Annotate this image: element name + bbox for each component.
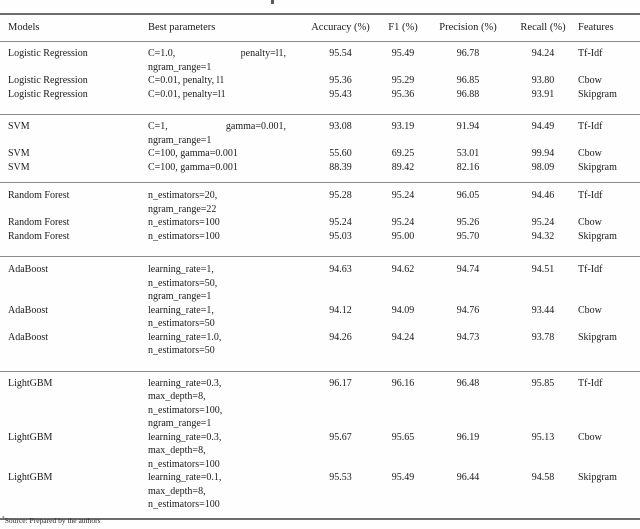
model-name: Logistic Regression [8, 75, 88, 86]
table-row [0, 42, 640, 75]
features-value: Skipgram [578, 331, 617, 343]
recall-value: 98.09 [531, 161, 555, 173]
precision-value: 96.48 [456, 377, 480, 389]
parameter-line: C=100, gamma=0.001 [148, 161, 238, 173]
f1-value: 89.42 [391, 161, 415, 173]
best-parameters [148, 88, 303, 115]
best-parameters [148, 304, 303, 331]
accuracy-value: 96.17 [329, 377, 352, 389]
recall-value: 94.51 [531, 264, 555, 275]
table-row [0, 257, 640, 304]
best-parameters [148, 216, 303, 230]
recall-value: 94.58 [531, 472, 555, 483]
table-row [0, 471, 640, 519]
parameter-line: ngram_range=1 [148, 291, 212, 302]
parameter-segment: penalty=l1, [240, 48, 286, 59]
model-name: AdaBoost [8, 304, 48, 316]
column-header-precision: Precision (%) [428, 14, 508, 42]
accuracy-value: 55.60 [329, 148, 352, 159]
precision-value: 96.05 [456, 190, 480, 201]
features-value: Tf-Idf [578, 121, 603, 132]
model-group [0, 257, 640, 372]
recall-value: 94.32 [531, 230, 555, 242]
accuracy-value: 93.08 [329, 121, 352, 132]
best-parameters [148, 183, 303, 217]
f1-value: 94.62 [391, 264, 415, 275]
accuracy-value: 88.39 [329, 161, 352, 173]
precision-value: 94.73 [456, 331, 480, 343]
parameter-line: n_estimators=100 [148, 230, 220, 242]
best-parameters [148, 471, 303, 519]
features-value: Cbow [578, 217, 602, 228]
footnote-marker: * [2, 515, 5, 522]
parameter-line: ngram_range=1 [148, 61, 212, 73]
parameter-line: max_depth=8, [148, 391, 206, 402]
accuracy-value: 94.26 [329, 331, 352, 343]
best-parameters [148, 431, 303, 472]
features-value: Skipgram [578, 88, 617, 100]
parameter-segment: C=1.0, [148, 48, 176, 59]
best-parameters [148, 371, 303, 431]
accuracy-value: 95.24 [329, 217, 352, 228]
model-group [0, 42, 640, 115]
model-name: Logistic Regression [8, 88, 88, 100]
parameter-line: C=100, gamma=0.001 [148, 148, 238, 159]
parameter-segment: gamma=0.001, [225, 121, 286, 132]
accuracy-value: 95.54 [329, 48, 352, 59]
table-row [0, 183, 640, 217]
model-name: Random Forest [8, 190, 70, 201]
precision-value: 94.74 [456, 264, 480, 275]
parameter-line: ngram_range=22 [148, 203, 217, 215]
model-name: AdaBoost [8, 331, 48, 343]
features-value: Tf-Idf [578, 377, 603, 389]
parameter-line: n_estimators=100 [148, 217, 220, 228]
f1-value: 95.65 [391, 431, 415, 443]
column-header-best-parameters: Best parameters [148, 14, 303, 42]
model-group [0, 371, 640, 519]
precision-value: 53.01 [456, 148, 480, 159]
f1-value: 95.36 [391, 88, 415, 100]
table-row [0, 304, 640, 331]
table-footnote [2, 516, 101, 525]
model-name: SVM [8, 121, 30, 132]
features-value: Tf-Idf [578, 48, 603, 59]
accuracy-value: 95.53 [329, 472, 352, 483]
parameter-line: learning_rate=1.0, [148, 331, 222, 343]
best-parameters [148, 257, 303, 304]
recall-value: 94.49 [531, 121, 555, 132]
parameter-line: C=0.01, penalty, l1 [148, 75, 225, 86]
f1-value: 93.19 [391, 121, 415, 132]
column-header-features: Features [578, 14, 640, 42]
best-parameters [148, 74, 303, 88]
features-value: Cbow [578, 304, 602, 316]
f1-value: 95.29 [391, 75, 415, 86]
accuracy-value: 94.12 [329, 304, 352, 316]
results-table [0, 13, 640, 520]
accuracy-value: 95.28 [329, 190, 352, 201]
f1-value: 95.24 [391, 190, 415, 201]
parameter-line [148, 120, 286, 134]
parameter-line: learning_rate=1, [148, 304, 214, 316]
parameter-line: learning_rate=1, [148, 264, 214, 275]
parameter-line: n_estimators=100 [148, 499, 220, 510]
column-header-recall: Recall (%) [508, 14, 578, 42]
parameter-line: C=0.01, penalty=l1 [148, 88, 226, 100]
parameter-line: max_depth=8, [148, 445, 206, 456]
parameter-line: learning_rate=0.3, [148, 431, 222, 443]
precision-value: 94.76 [456, 304, 480, 316]
best-parameters [148, 230, 303, 257]
features-value: Cbow [578, 431, 602, 443]
parameter-line: n_estimators=100 [148, 458, 220, 470]
precision-value: 96.88 [456, 88, 480, 100]
model-name: LightGBM [8, 472, 53, 483]
recall-value: 94.46 [531, 190, 555, 201]
precision-value: 91.94 [456, 121, 480, 132]
features-value: Cbow [578, 148, 602, 159]
precision-value: 96.78 [456, 48, 480, 59]
precision-value: 95.70 [456, 230, 480, 242]
model-name: Logistic Regression [8, 48, 88, 59]
precision-value: 95.26 [456, 217, 480, 228]
table-row [0, 230, 640, 257]
model-name: SVM [8, 148, 30, 159]
recall-value: 93.44 [531, 304, 555, 316]
footnote-text: Source: Prepared by the authors [4, 516, 101, 525]
header-row [0, 14, 640, 42]
accuracy-value: 95.36 [329, 75, 352, 86]
parameter-line: n_estimators=100, [148, 404, 223, 416]
table-row [0, 216, 640, 230]
precision-value: 96.85 [456, 75, 480, 86]
precision-value: 96.44 [456, 472, 480, 483]
table-row [0, 431, 640, 472]
features-value: Skipgram [578, 230, 617, 242]
model-group [0, 115, 640, 183]
model-name: SVM [8, 161, 30, 173]
parameter-line [148, 47, 286, 61]
recall-value: 99.94 [531, 148, 555, 159]
parameter-line: learning_rate=0.3, [148, 377, 222, 389]
recall-value: 95.24 [531, 217, 555, 228]
recall-value: 95.13 [531, 431, 555, 443]
best-parameters [148, 147, 303, 161]
precision-value: 82.16 [456, 161, 480, 173]
parameter-line: ngram_range=1 [148, 418, 212, 429]
features-value: Cbow [578, 75, 602, 86]
column-header-f1: F1 (%) [378, 14, 428, 42]
parameter-line: learning_rate=0.1, [148, 472, 222, 483]
table-row [0, 331, 640, 372]
f1-value: 95.24 [391, 217, 415, 228]
best-parameters [148, 161, 303, 183]
column-header-accuracy: Accuracy (%) [303, 14, 378, 42]
cropped-caption-fragment [271, 0, 274, 4]
parameter-line: n_estimators=50 [148, 345, 215, 356]
f1-value: 94.24 [391, 331, 415, 343]
precision-value: 96.19 [456, 431, 480, 443]
recall-value: 93.80 [531, 75, 555, 86]
model-name: AdaBoost [8, 264, 48, 275]
parameter-line: n_estimators=50, [148, 277, 218, 289]
column-header-models: Models [0, 14, 148, 42]
f1-value: 96.16 [391, 377, 415, 389]
best-parameters [148, 42, 303, 75]
model-group [0, 183, 640, 257]
model-name: LightGBM [8, 431, 53, 443]
f1-value: 94.09 [391, 304, 415, 316]
model-name: LightGBM [8, 377, 53, 389]
parameter-line: n_estimators=50 [148, 318, 215, 329]
best-parameters [148, 331, 303, 372]
recall-value: 94.24 [531, 48, 555, 59]
parameter-segment: C=1, [148, 121, 168, 132]
table-row [0, 115, 640, 148]
accuracy-value: 95.67 [329, 431, 352, 443]
accuracy-value: 95.43 [329, 88, 352, 100]
recall-value: 95.85 [531, 377, 555, 389]
model-name: Random Forest [8, 230, 70, 242]
features-value: Tf-Idf [578, 190, 603, 201]
accuracy-value: 94.63 [329, 264, 352, 275]
recall-value: 93.91 [531, 88, 555, 100]
table-row [0, 88, 640, 115]
parameter-line: ngram_range=1 [148, 134, 212, 146]
features-value: Tf-Idf [578, 264, 603, 275]
f1-value: 95.49 [391, 472, 415, 483]
recall-value: 93.78 [531, 331, 555, 343]
table-row [0, 161, 640, 183]
f1-value: 95.49 [391, 48, 415, 59]
table-header [0, 14, 640, 42]
model-name: Random Forest [8, 217, 70, 228]
features-value: Skipgram [578, 161, 617, 173]
table-row [0, 371, 640, 431]
f1-value: 69.25 [391, 148, 415, 159]
table-row [0, 74, 640, 88]
f1-value: 95.00 [391, 230, 415, 242]
features-value: Skipgram [578, 472, 617, 483]
parameter-line: n_estimators=20, [148, 190, 218, 201]
best-parameters [148, 115, 303, 148]
table-row [0, 147, 640, 161]
parameter-line: max_depth=8, [148, 485, 206, 497]
accuracy-value: 95.03 [329, 230, 352, 242]
